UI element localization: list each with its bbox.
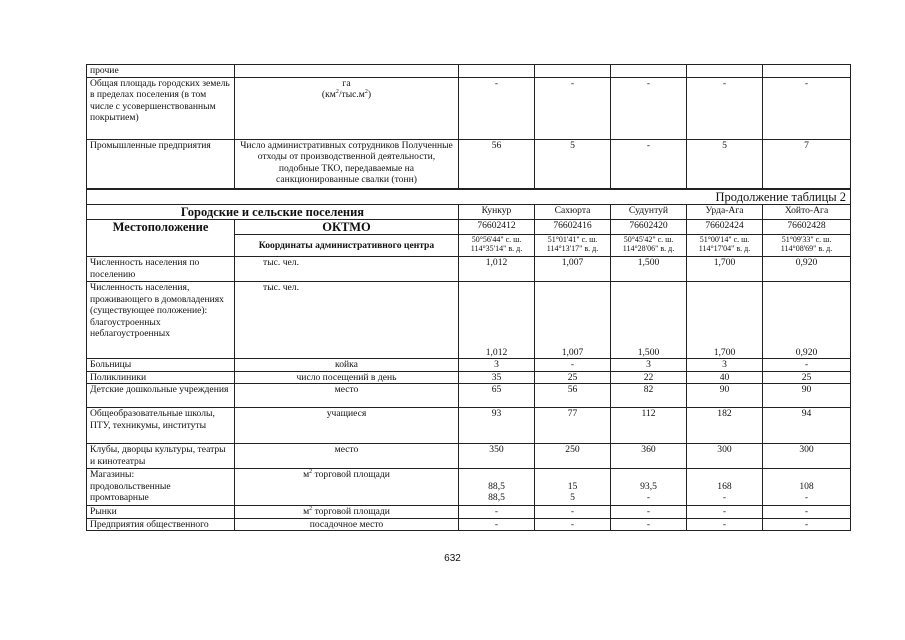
coord-cell: 51°01'41" с. ш. 114°13'17" в. д. [535, 235, 611, 257]
header-row [87, 205, 851, 220]
oktmo-header: ОКТМО [235, 220, 459, 235]
value-cell: 35 [459, 371, 535, 384]
value-cell: - [535, 518, 611, 531]
value-cell: 7 [763, 139, 851, 188]
row-label: Численность населения, проживающего в домовладениях (существующее положение): благоустроенных неблагоустроенных [87, 282, 235, 359]
value-cell: - [459, 77, 535, 139]
value-cell: - [687, 77, 763, 139]
table-row [87, 257, 851, 282]
value-cell: 90 [763, 384, 851, 408]
value-cell: 90 [687, 384, 763, 408]
coord-cell: 50°45'42" с. ш. 114°28'06" в. д. [611, 235, 687, 257]
value-cell: 3 [687, 359, 763, 372]
value-cell: 25 [763, 371, 851, 384]
value-cell: 168 - [687, 469, 763, 506]
oktmo-value: 76602424 [687, 220, 763, 235]
table-top [86, 64, 851, 189]
value-cell: 1,500 [611, 257, 687, 282]
oktmo-row [87, 220, 851, 235]
location-header: Местоположение [87, 220, 235, 257]
unit-cell: учащиеся [235, 408, 459, 444]
value-cell: - [611, 506, 687, 519]
coords-header: Координаты административного центра [235, 235, 459, 257]
value-cell: 15 5 [535, 469, 611, 506]
value-cell: - [763, 359, 851, 372]
value-cell: - [763, 518, 851, 531]
value-cell: 88,5 88,5 [459, 469, 535, 506]
row-label: Предприятия общественного [87, 518, 235, 531]
value-cell: 1,007 [535, 257, 611, 282]
value-cell: 1,700 [687, 282, 763, 359]
continuation-caption: Продолжение таблицы 2 [87, 190, 851, 205]
row-label: Магазины: продовольственные промтоварные [87, 469, 235, 506]
table-row [87, 77, 851, 139]
coord-cell: 51°09'33" с. ш. 114°08'69" в. д. [763, 235, 851, 257]
value-cell: 77 [535, 408, 611, 444]
unit-cell: место [235, 444, 459, 469]
value-cell: 3 [611, 359, 687, 372]
value-cell: 1,007 [535, 282, 611, 359]
settlements-header: Городские и сельские поселения [87, 205, 459, 220]
unit-cell: место [235, 384, 459, 408]
unit-cell: койка [235, 359, 459, 372]
unit-cell: тыс. чел. [235, 282, 459, 359]
value-cell: 300 [687, 444, 763, 469]
column-header: Судунтуй [611, 205, 687, 220]
unit-cell: $м^2$ торговой площади [235, 469, 459, 506]
row-label: Промышленные предприятия [87, 139, 235, 188]
coord-cell: 51°00'14" с. ш. 114°17'04" в. д. [687, 235, 763, 257]
row-label: Детские дошкольные учреждения [87, 384, 235, 408]
column-header: Сахюрта [535, 205, 611, 220]
value-cell: 93 [459, 408, 535, 444]
value-cell: - [687, 518, 763, 531]
value-cell: - [763, 77, 851, 139]
row-label: Больницы [87, 359, 235, 372]
row-label: Общая площадь городских земель в пределах поселения (в том числе с усовершенствованным покрытием) [87, 77, 235, 139]
table-row [87, 371, 851, 384]
row-label: Рынки [87, 506, 235, 519]
value-cell: - [611, 139, 687, 188]
table-row [87, 282, 851, 359]
table-main [86, 189, 851, 531]
oktmo-value: 76602416 [535, 220, 611, 235]
table-row [87, 408, 851, 444]
value-cell: 93,5 - [611, 469, 687, 506]
value-cell: 94 [763, 408, 851, 444]
oktmo-value: 76602428 [763, 220, 851, 235]
table-row [87, 65, 851, 78]
table-row [87, 359, 851, 372]
value-cell: 5 [535, 139, 611, 188]
table-row [87, 139, 851, 188]
value-cell: 250 [535, 444, 611, 469]
value-cell: 56 [459, 139, 535, 188]
value-cell: - [459, 506, 535, 519]
unit-cell: га $(км^2/тыс.м^2)$ [235, 77, 459, 139]
column-header: Урда-Ага [687, 205, 763, 220]
oktmo-value: 76602412 [459, 220, 535, 235]
unit-cell: Число административных сотрудников Полученные отходы от производственной деятельности, подобные ТКО, передаваемые на санкционированные свалки (тонн) [235, 139, 459, 188]
value-cell: 3 [459, 359, 535, 372]
value-cell: 300 [763, 444, 851, 469]
page-number: 632 [444, 553, 461, 564]
oktmo-value: 76602420 [611, 220, 687, 235]
value-cell: 56 [535, 384, 611, 408]
value-cell: 1,012 [459, 282, 535, 359]
coord-cell: 50°56'44" с. ш. 114°35'14" в. д. [459, 235, 535, 257]
value-cell: 360 [611, 444, 687, 469]
table-row [87, 506, 851, 519]
table-row [87, 384, 851, 408]
unit-cell: $м^2$ торговой площади [235, 506, 459, 519]
row-label: Поликлиники [87, 371, 235, 384]
value-cell: - [535, 77, 611, 139]
value-cell: 0,920 [763, 257, 851, 282]
continuation-row [87, 190, 851, 205]
unit-cell: тыс. чел. [235, 257, 459, 282]
value-cell: 5 [687, 139, 763, 188]
table-row [87, 518, 851, 531]
row-label: Численность населения по поселению [87, 257, 235, 282]
value-cell: - [535, 506, 611, 519]
unit-cell: посадочное место [235, 518, 459, 531]
table-row [87, 444, 851, 469]
value-cell: 22 [611, 371, 687, 384]
value-cell: - [611, 518, 687, 531]
value-cell: 112 [611, 408, 687, 444]
value-cell: - [687, 506, 763, 519]
value-cell: 1,012 [459, 257, 535, 282]
value-cell: 182 [687, 408, 763, 444]
value-cell: - [459, 518, 535, 531]
value-cell: 25 [535, 371, 611, 384]
column-header: Кункур [459, 205, 535, 220]
value-cell: 108 - [763, 469, 851, 506]
row-label: прочие [87, 65, 235, 78]
row-label: Общеобразовательные школы, ПТУ, техникумы, институты [87, 408, 235, 444]
row-label: Клубы, дворцы культуры, театры и кинотеатры [87, 444, 235, 469]
value-cell: 82 [611, 384, 687, 408]
column-header: Хойто-Ага [763, 205, 851, 220]
value-cell: - [763, 506, 851, 519]
value-cell: 350 [459, 444, 535, 469]
table-row-shops [87, 469, 851, 506]
value-cell: 1,500 [611, 282, 687, 359]
value-cell: - [535, 359, 611, 372]
value-cell: - [611, 77, 687, 139]
value-cell: 0,920 [763, 282, 851, 359]
unit-cell: число посещений в день [235, 371, 459, 384]
value-cell: 65 [459, 384, 535, 408]
value-cell: 1,700 [687, 257, 763, 282]
value-cell: 40 [687, 371, 763, 384]
